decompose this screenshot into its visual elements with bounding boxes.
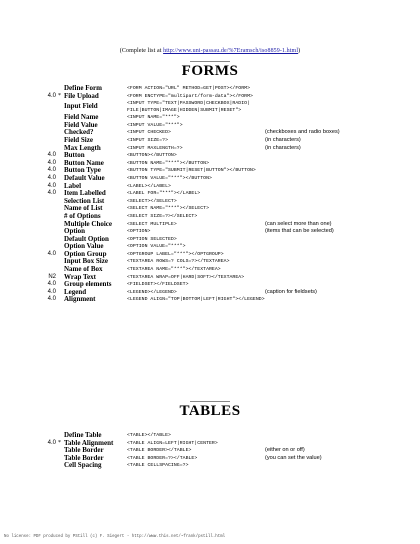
version-marker: 4.0 <box>47 190 56 197</box>
term-label: Input Field <box>64 102 98 111</box>
version-marker <box>0 198 58 206</box>
term-label: Multiple Choice <box>64 219 113 228</box>
usage-note <box>265 100 340 114</box>
tag-syntax: <LABEL FOR="***"></LABEL> <box>127 191 201 197</box>
definition-row <box>0 251 340 259</box>
usage-note <box>265 243 340 251</box>
definition-row <box>0 455 322 463</box>
forms-divider <box>190 61 230 62</box>
complete-list-link[interactable]: http://www.uni-passau.de/%7Eramsch/iso8859-1.html <box>163 48 299 54</box>
usage-note <box>265 93 340 101</box>
definition-row <box>0 243 340 251</box>
new-marker: * <box>58 439 61 446</box>
term-label: Default Value <box>64 173 105 182</box>
term-label: Table Alignment <box>64 438 114 447</box>
complete-list-note <box>0 48 420 54</box>
tag-syntax: <SELECT NAME="***"></SELECT> <box>127 206 210 212</box>
version-marker: 4.0 <box>47 439 56 446</box>
tag-syntax: <SELECT></SELECT> <box>127 198 177 204</box>
tag-syntax: <INPUT TYPE="TEXT|PASSWORD|CHECKBOX|RADIO| FILE|BUTTON|IMAGE|HIDDEN|SUBMIT|RESET"> <box>127 101 251 114</box>
definition-row <box>0 152 340 160</box>
version-marker <box>0 221 58 229</box>
term-label: Group elements <box>64 280 112 289</box>
definition-row <box>0 266 340 274</box>
usage-note: (items that can be selected) <box>265 228 334 235</box>
usage-note <box>265 251 340 259</box>
usage-note <box>265 236 340 244</box>
version-marker <box>0 145 58 153</box>
tag-syntax: <OPTGROUP LABEL="***"></OPTGROUP> <box>127 251 224 257</box>
tag-syntax: <LABEL></LABEL> <box>127 183 171 189</box>
usage-note <box>265 266 340 274</box>
version-marker <box>0 205 58 213</box>
tag-syntax: <OPTION VALUE="***"> <box>127 244 186 250</box>
usage-note <box>265 432 322 440</box>
definition-row <box>0 281 340 289</box>
term-label: Cell Spacing <box>64 461 102 470</box>
version-marker <box>0 432 58 440</box>
tag-syntax: <INPUT CHECKED> <box>127 130 171 136</box>
definition-row <box>0 145 340 153</box>
term-label: Option Group <box>64 249 107 258</box>
tables-heading: TABLES <box>179 403 241 419</box>
term-label: Button Type <box>64 166 101 175</box>
usage-note: (can select more than one) <box>265 220 332 227</box>
definition-row <box>0 274 340 282</box>
usage-note <box>265 258 340 266</box>
usage-note: (checkboxes and radio boxes) <box>265 129 340 136</box>
tag-syntax: <BUTTON TYPE="SUBMIT|RESET|BUTTON"></BUTTON> <box>127 168 256 174</box>
definition-row <box>0 122 340 130</box>
usage-note <box>265 213 340 221</box>
tag-syntax: <FIELDSET></FIELDSET> <box>127 282 189 288</box>
term-label: Selection List <box>64 196 105 205</box>
term-label: Alignment <box>64 295 96 304</box>
tag-syntax: <TEXTAREA ROWS=? COLS=?></TEXTAREA> <box>127 259 230 265</box>
usage-note <box>265 122 340 130</box>
version-marker <box>0 447 58 455</box>
version-marker <box>0 114 58 122</box>
tag-syntax: <SELECT MULTIPLE> <box>127 221 177 227</box>
usage-note <box>265 296 340 304</box>
new-marker: * <box>58 92 61 99</box>
definition-row <box>0 462 322 470</box>
term-label: Table Border <box>64 453 104 462</box>
version-marker: 4.0 <box>47 174 56 181</box>
version-marker <box>0 129 58 137</box>
version-marker <box>0 243 58 251</box>
term-label: Default Option <box>64 234 109 243</box>
tag-syntax: <OPTION> <box>127 229 151 235</box>
usage-note <box>265 462 322 470</box>
definition-row <box>0 296 340 304</box>
definition-row <box>0 221 340 229</box>
version-marker: 4.0 <box>47 250 56 257</box>
definition-row <box>0 258 340 266</box>
definition-row <box>0 167 340 175</box>
tag-syntax: <TABLE></TABLE> <box>127 433 171 438</box>
usage-note <box>265 152 340 160</box>
version-marker <box>0 228 58 236</box>
usage-note <box>265 205 340 213</box>
version-marker <box>0 137 58 145</box>
usage-note: (you can set the value) <box>265 454 322 461</box>
term-label: Field Size <box>64 135 93 144</box>
version-marker: 4.0 <box>47 182 56 189</box>
term-label: Option Value <box>64 242 104 251</box>
usage-note <box>265 160 340 168</box>
complete-list-suffix: ) <box>298 48 301 54</box>
tag-syntax: <TABLE BORDER></TABLE> <box>127 448 192 454</box>
tag-syntax: <BUTTON VALUE="***"></BUTTON> <box>127 175 212 181</box>
term-label: Item Labelled <box>64 189 106 198</box>
term-label: Input Box Size <box>64 257 108 266</box>
usage-note: (in characters) <box>265 144 301 151</box>
definition-row <box>0 236 340 244</box>
tag-syntax: <INPUT VALUE="***"> <box>127 122 183 128</box>
term-label: Label <box>64 181 82 190</box>
tag-syntax: <TEXTAREA WRAP=OFF|HARD|SOFT></TEXTAREA> <box>127 274 245 280</box>
term-label: Table Border <box>64 446 104 455</box>
tag-syntax: <TABLE CELLSPACING=?> <box>127 463 189 469</box>
version-marker <box>0 122 58 130</box>
definition-row <box>0 190 340 198</box>
usage-note: (caption for fieldsets) <box>265 288 317 295</box>
tag-syntax: <LEGEND ALIGN="TOP|BOTTOM|LEFT|RIGHT"></LEGEND> <box>127 297 265 303</box>
tag-syntax: <TEXTAREA NAME="***"></TEXTAREA> <box>127 267 221 273</box>
tag-syntax: <FORM ACTION="URL" METHOD=GET|POST></FORM> <box>127 86 251 91</box>
usage-note <box>265 85 340 93</box>
tables-divider <box>190 401 230 402</box>
definition-row <box>0 213 340 221</box>
tag-syntax: <TABLE ALIGN=LEFT|RIGHT|CENTER> <box>127 440 218 446</box>
tag-syntax: <TABLE BORDER=?></TABLE> <box>127 455 198 461</box>
term-label: Button <box>64 151 85 160</box>
version-marker <box>0 85 58 93</box>
tag-syntax: <SELECT SIZE=?></SELECT> <box>127 213 198 219</box>
version-marker <box>0 455 58 463</box>
term-label: Name of Box <box>64 265 103 274</box>
definition-row <box>0 100 340 114</box>
term-label: Button Name <box>64 158 104 167</box>
usage-note <box>265 167 340 175</box>
version-marker <box>0 266 58 274</box>
definition-row <box>0 93 340 101</box>
term-label: File Upload <box>64 91 99 100</box>
usage-note: (in characters) <box>265 136 301 143</box>
complete-list-prefix: (Complete list at <box>119 48 164 54</box>
usage-note <box>265 175 340 183</box>
tag-syntax: <FORM ENCTYPE="multipart/form-data"></FORM> <box>127 93 253 99</box>
definition-row <box>0 228 340 236</box>
definition-row <box>0 440 322 448</box>
version-marker <box>0 236 58 244</box>
version-marker <box>0 100 58 114</box>
usage-note <box>265 274 340 282</box>
definition-row <box>0 205 340 213</box>
version-marker: 4.0 <box>47 281 56 288</box>
term-label: Field Name <box>64 113 99 122</box>
usage-note <box>265 440 322 448</box>
version-marker: 4.0 <box>47 159 56 166</box>
definition-row <box>0 85 340 93</box>
definition-row <box>0 432 322 440</box>
version-marker: 4.0 <box>47 296 56 303</box>
usage-note <box>265 198 340 206</box>
definition-row <box>0 129 340 137</box>
term-label: Wrap Text <box>64 272 96 281</box>
version-marker <box>0 258 58 266</box>
tag-syntax: <LEGEND></LEGEND> <box>127 289 177 295</box>
definition-row <box>0 175 340 183</box>
version-marker: 4.0 <box>47 167 56 174</box>
usage-note <box>265 281 340 289</box>
definition-row <box>0 447 322 455</box>
version-marker: 4.0 <box>47 152 56 159</box>
term-label: Name of List <box>64 204 103 213</box>
definition-row <box>0 183 340 191</box>
footer-license: No license: PDF produced by PStill (c) F. Siegert - http://www.this.net/~frank/pstill.html <box>4 535 226 539</box>
term-label: Define Table <box>64 431 102 439</box>
definition-row <box>0 114 340 122</box>
term-label: # of Options <box>64 211 101 220</box>
definition-row <box>0 160 340 168</box>
usage-note: (either on or off) <box>265 447 305 454</box>
tag-syntax: <INPUT MAXLENGTH=?> <box>127 145 183 151</box>
forms-table <box>0 85 340 304</box>
definition-row <box>0 137 340 145</box>
tag-syntax: <BUTTON></BUTTON> <box>127 153 177 159</box>
tag-syntax: <OPTION SELECTED> <box>127 236 177 242</box>
version-marker: 4.0 <box>47 288 56 295</box>
tables-table <box>0 432 322 470</box>
usage-note <box>265 114 340 122</box>
version-marker: N2 <box>48 273 56 280</box>
term-label: Option <box>64 227 86 236</box>
version-marker: 4.0 <box>47 92 56 99</box>
usage-note <box>265 190 340 198</box>
term-label: Max Length <box>64 143 101 152</box>
definition-row <box>0 198 340 206</box>
definition-row <box>0 289 340 297</box>
tag-syntax: <BUTTON NAME="***"></BUTTON> <box>127 160 210 166</box>
term-label: Field Value <box>64 120 98 129</box>
forms-heading: FORMS <box>181 63 239 79</box>
term-label: Define Form <box>64 84 102 92</box>
term-label: Checked? <box>64 128 94 137</box>
version-marker <box>0 462 58 470</box>
version-marker <box>0 213 58 221</box>
tag-syntax: <INPUT NAME="***"> <box>127 115 180 121</box>
usage-note <box>265 183 340 191</box>
tag-syntax: <INPUT SIZE=?> <box>127 137 169 143</box>
term-label: Legend <box>64 287 87 296</box>
